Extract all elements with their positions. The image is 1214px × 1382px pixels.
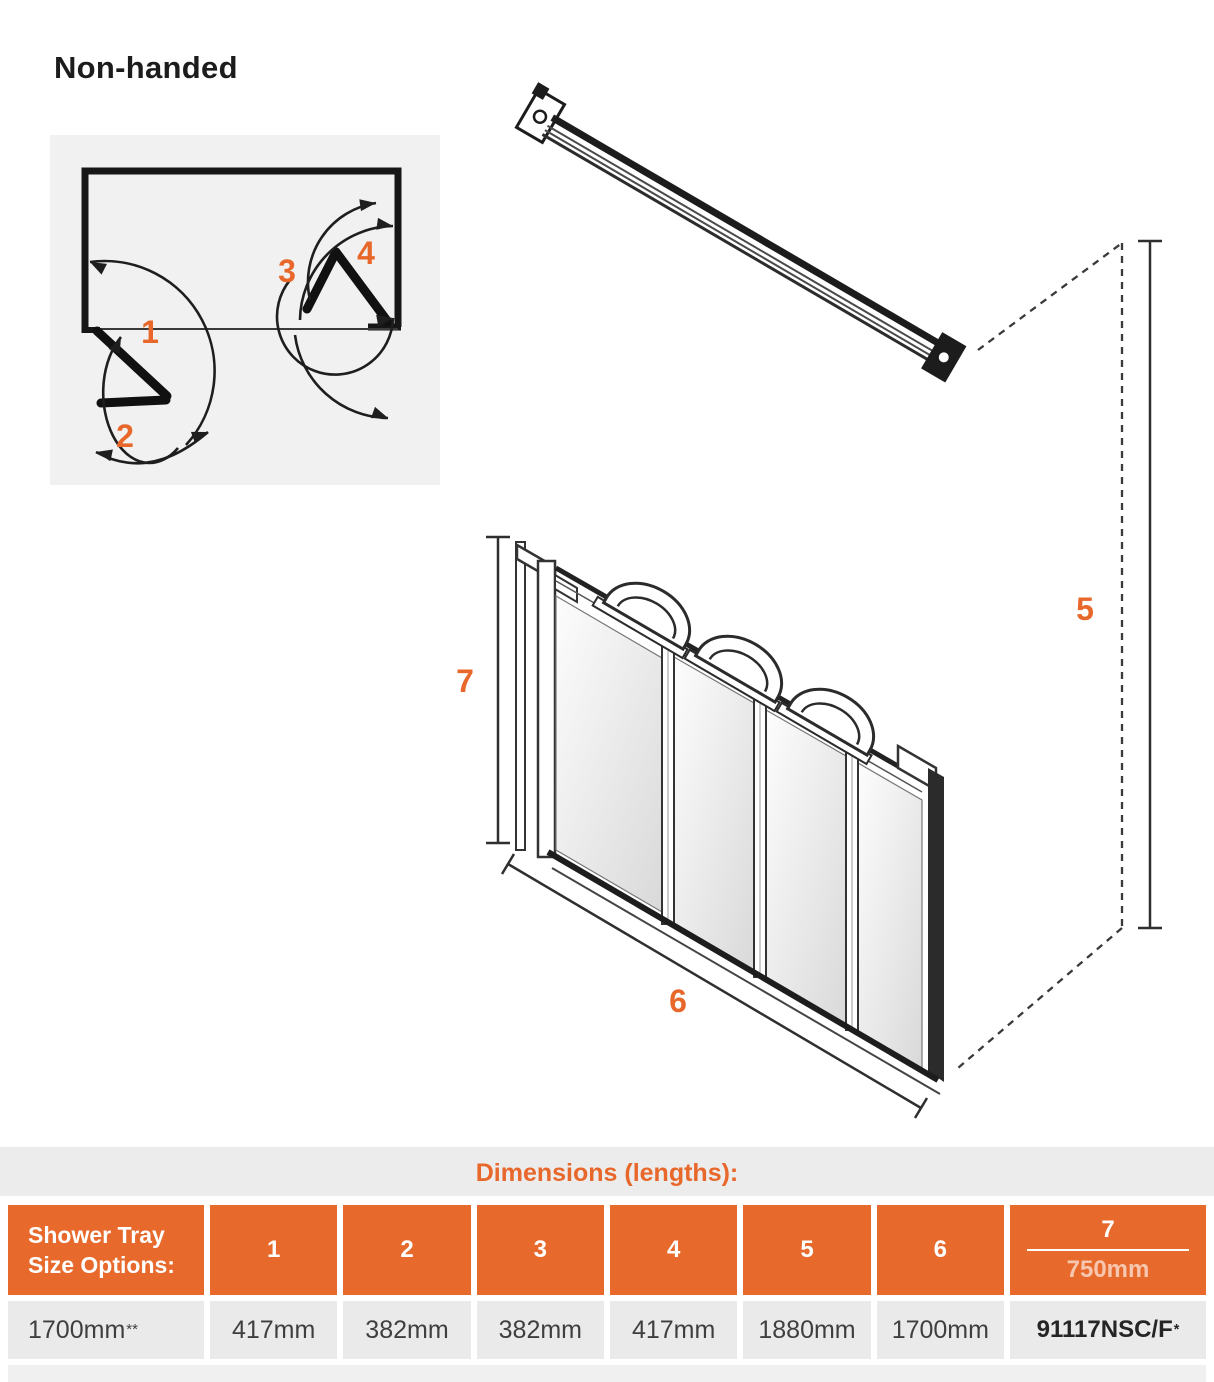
panel-label-3: 3 — [278, 253, 296, 289]
top-rail-drawing — [511, 82, 973, 382]
folding-screen-drawing — [516, 542, 944, 1094]
dimensions-section — [0, 1147, 1214, 1382]
plan-view-schematic — [50, 135, 440, 485]
tray-size-cell: 1700mm ** — [8, 1301, 204, 1359]
header-row-label: Shower Tray Size Options: — [8, 1205, 204, 1295]
spec-table — [8, 1205, 1206, 1359]
dim-label-6: 6 — [669, 983, 687, 1019]
projection-lines — [958, 243, 1122, 1068]
header-col-7-sub: 750mm — [1066, 1256, 1150, 1283]
header-col-2: 2 — [343, 1205, 470, 1295]
next-row-sliver — [8, 1365, 1206, 1382]
panel-label-2: 2 — [116, 418, 134, 454]
panel-label-4: 4 — [357, 235, 375, 271]
panel-label-1: 1 — [141, 314, 159, 350]
value-cell-1: 417mm — [210, 1301, 337, 1359]
product-code-cell: 91117NSC/F * — [1010, 1301, 1206, 1359]
value-cell-6: 1700mm — [877, 1301, 1004, 1359]
value-cell-3: 382mm — [477, 1301, 604, 1359]
dimensions-title-strip — [0, 1147, 1214, 1196]
dim-label-5: 5 — [1076, 591, 1094, 627]
dimensions-title: Dimensions (lengths): — [475, 1159, 739, 1187]
value-cell-4: 417mm — [610, 1301, 737, 1359]
value-cell-5: 1880mm — [743, 1301, 870, 1359]
header-col-7-divider — [1027, 1249, 1189, 1251]
value-cell-2: 382mm — [343, 1301, 470, 1359]
header-col-5: 5 — [743, 1205, 870, 1295]
header-col-3: 3 — [477, 1205, 604, 1295]
page-title: Non-handed — [54, 50, 238, 85]
dim-label-7: 7 — [456, 663, 474, 699]
header-col-6: 6 — [877, 1205, 1004, 1295]
header-col-4: 4 — [610, 1205, 737, 1295]
header-col-7-label: 7 — [1101, 1216, 1115, 1243]
header-col-7 — [1010, 1205, 1206, 1295]
header-col-1: 1 — [210, 1205, 337, 1295]
